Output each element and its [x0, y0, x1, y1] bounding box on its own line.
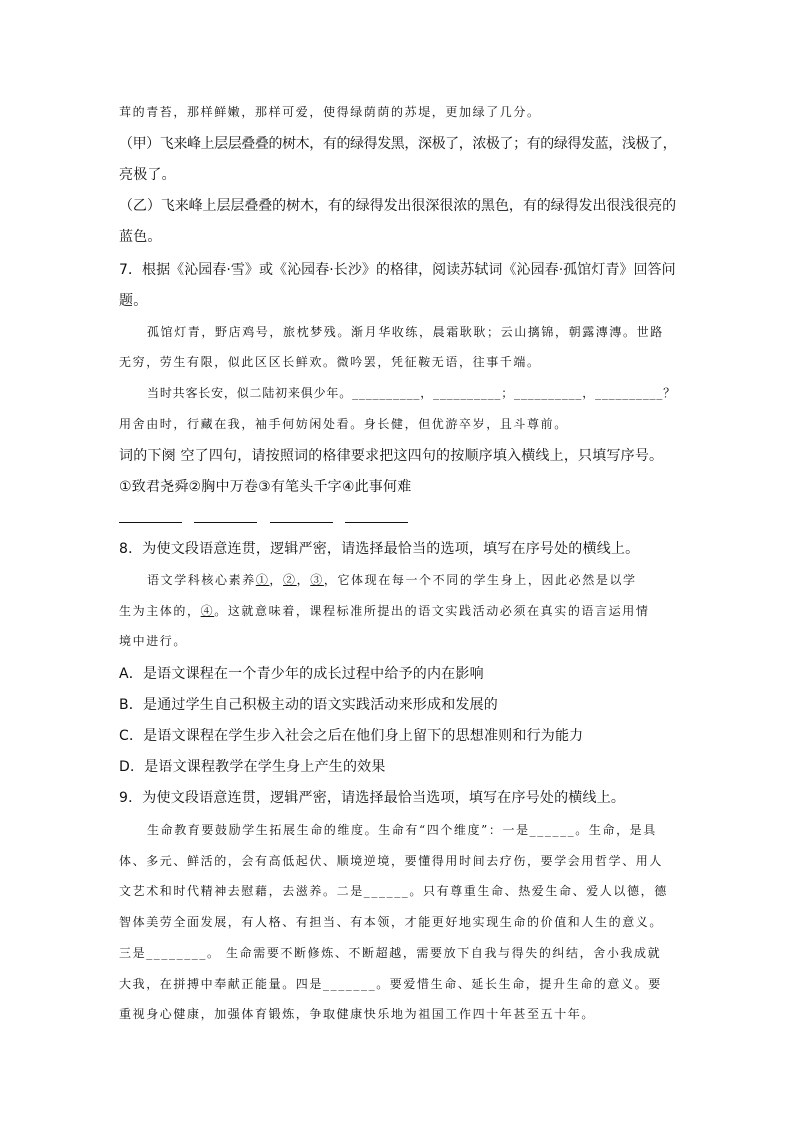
text-line: 茸的青苔，那样鲜嫩，那样可爱，使得绿荫荫的苏堤，更加绿了几分。 — [119, 105, 541, 119]
poem-line-blanks: 当时共客长安，似二陆初来俱少年。__________，__________；__________，__________？ — [147, 386, 677, 400]
answer-blank[interactable] — [270, 522, 333, 523]
passage-text: 生为主体的， — [119, 604, 201, 618]
question-9-passage: 生命教育要鼓励学生拓展生命的维度。生命有“四个维度”：一是______。生命，是具 — [147, 823, 657, 837]
poem-line: 无穷，劳生有限，似此区区长鲜欢。微吟罢，凭征鞍无语，往事千端。 — [119, 355, 541, 369]
question-9-passage: 体、多元、鲜活的，会有高低起伏、顺境逆境，要懂得用时间去疗伤，要学会用哲学、用人 — [119, 854, 664, 868]
option-c: C．是语文课程在学生步入社会之后在他们身上留下的思想准则和行为能力 — [119, 728, 584, 744]
passage-text: 。这就意味着，课程标准所提出的语文实践活动必须在真实的语言运用情 — [214, 604, 650, 618]
text-line: （甲）飞来峰上层层叠叠的树木，有的绿得发黑，深极了，浓极了；有的绿得发蓝，浅极了， — [119, 136, 677, 152]
question-9-passage: 大我，在拼搏中奉献正能量。四是_______。要爱惜生命、延长生命，提升生命的意义。要 — [119, 977, 662, 991]
question-9-stem: 9．为使文段语意连贯，逻辑严密，请选择最恰当选项，填写在序号处的横线上。 — [119, 790, 626, 806]
blank-marker-4: ④ — [200, 604, 215, 618]
passage-text: 语文学科核心素养 — [147, 573, 256, 587]
text-line: （乙）飞来峰上层层叠叠的树木，有的绿得发出很深很浓的黑色，有的绿得发出很浅很亮的 — [119, 198, 676, 214]
option-a: A．是语文课程在一个青少年的成长过程中给予的内在影响 — [119, 666, 484, 682]
text-line: 蓝色。 — [119, 229, 162, 245]
answer-blank[interactable] — [345, 522, 408, 523]
question-7-stem-cont: 题。 — [119, 293, 148, 309]
poem-line: 用舍由时，行藏在我，袖手何妨闲处看。身长健，但优游卒岁，且斗尊前。 — [119, 417, 568, 431]
option-b: B．是通过学生自己积极主动的语文实践活动来形成和发展的 — [119, 697, 499, 713]
separator: ， — [296, 573, 311, 587]
answer-blank[interactable] — [194, 522, 257, 523]
question-8-passage — [147, 574, 637, 586]
option-d: D．是语文课程教学在学生身上产生的效果 — [119, 759, 386, 775]
question-9-passage: 智体美劳全面发展，有人格、有担当、有本领，才能更好地实现生命的价值和人生的意义。 — [119, 915, 664, 929]
question-9-passage: 重视身心健康，加强体育锻炼，争取健康快乐地为祖国工作四十年甚至五十年。 — [119, 1007, 596, 1021]
blank-marker-1: ① — [255, 573, 270, 587]
question-8-passage: 境中进行。 — [119, 634, 188, 648]
passage-text: ，它体现在每一个不同的学生身上，因此必然是以学 — [323, 573, 637, 587]
question-8-passage — [119, 605, 649, 617]
poem-line: 孤馆灯青，野店鸡号，旅枕梦残。渐月华收练，晨霜耿耿；云山摛锦，朝露漙漙。世路 — [147, 325, 664, 339]
question-7-options: ①致君尧舜②胸中万卷③有笔头千字④此事何难 — [119, 479, 412, 495]
answer-blank[interactable] — [119, 522, 182, 523]
text-line: 亮极了。 — [119, 167, 176, 183]
blank-marker-3: ③ — [310, 573, 324, 587]
question-9-passage: 文艺术和时代精神去慰藉，去滋养。二是______。只有尊重生命、热爱生命、爱人以德，德 — [119, 884, 668, 898]
blank-marker-2: ② — [283, 573, 297, 587]
separator: ， — [269, 573, 284, 587]
question-7-instruction: 词的下阕 空了四句，请按照词的格律要求把这四句的按顺序填入横线上，只填写序号。 — [119, 448, 664, 464]
question-7-stem: 7．根据《沁园春·雪》或《沁园春·长沙》的格律，阅读苏轼词《沁园春·孤馆灯青》回答问 — [119, 262, 676, 278]
question-8-stem: 8．为使文段语意连贯，逻辑严密，请选择最恰当的选项，填写在序号处的横线上。 — [119, 541, 640, 557]
question-9-passage: 三是________。 生命需要不断修炼、不断超越，需要放下自我与得失的纠结，舍小我成就 — [119, 946, 662, 960]
